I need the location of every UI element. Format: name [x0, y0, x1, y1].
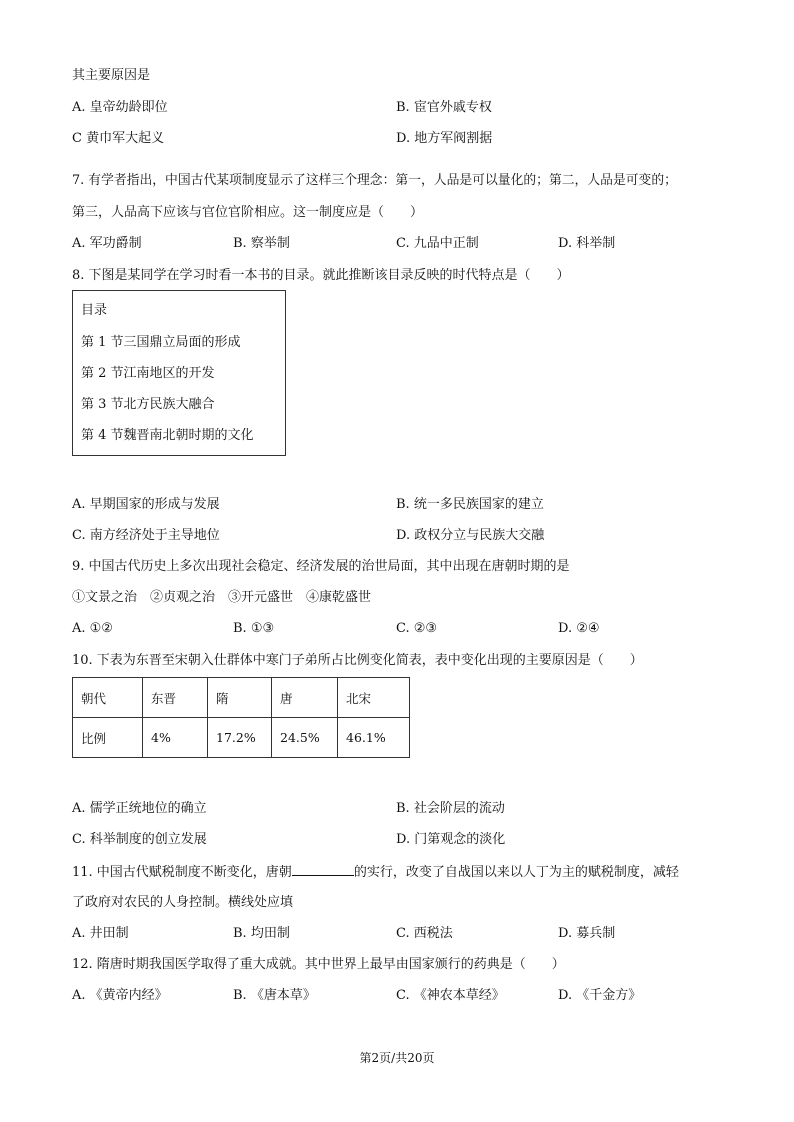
table-cell: 46.1% — [338, 718, 410, 758]
q10-stem: 10. 下表为东晋至宋朝入仕群体中寒门子弟所占比例变化简表，表中变化出现的主要原因是（ ） — [72, 653, 643, 668]
q8-option-d[interactable]: D. 政权分立与民族大交融 — [396, 528, 545, 543]
q9-option-a[interactable]: A. ①② — [72, 621, 113, 636]
q12-option-c[interactable]: C. 《神农本草经》 — [396, 988, 505, 1003]
q11-option-b[interactable]: B. 均田制 — [233, 926, 290, 941]
q7-option-b[interactable]: B. 察举制 — [233, 236, 290, 251]
q8-option-a[interactable]: A. 早期国家的形成与发展 — [72, 497, 220, 512]
q11-option-a[interactable]: A. 井田制 — [72, 926, 129, 941]
q8-toc-item: 第 2 节江南地区的开发 — [81, 366, 215, 381]
q10-option-d[interactable]: D. 门第观念的淡化 — [396, 832, 506, 847]
table-header-cell: 隋 — [208, 678, 272, 718]
table-row — [73, 678, 410, 718]
q11-answer-blank — [292, 863, 354, 876]
q6-option-a[interactable]: A. 皇帝幼龄即位 — [72, 100, 168, 115]
q8-toc-title: 目录 — [81, 303, 108, 318]
q8-toc-box — [72, 290, 286, 456]
table-header-cell: 朝代 — [73, 678, 143, 718]
q11-stem-line2: 了政府对农民的人身控制。横线处应填 — [72, 895, 294, 910]
q11-option-d[interactable]: D. 募兵制 — [558, 926, 616, 941]
q8-toc-item: 第 4 节魏晋南北朝时期的文化 — [81, 428, 254, 443]
q12-option-d[interactable]: D. 《千金方》 — [558, 988, 642, 1003]
q12-stem: 12. 隋唐时期我国医学取得了重大成就。其中世界上最早由国家颁行的药典是（ ） — [72, 957, 565, 972]
q8-toc-item: 第 1 节三国鼎立局面的形成 — [81, 335, 241, 350]
table-cell: 比例 — [73, 718, 143, 758]
q6-option-b[interactable]: B. 宦官外戚专权 — [396, 100, 492, 115]
q9-items: ①文景之治 ②贞观之治 ③开元盛世 ④康乾盛世 — [72, 590, 372, 605]
q10-option-b[interactable]: B. 社会阶层的流动 — [396, 801, 505, 816]
table-cell: 17.2% — [208, 718, 272, 758]
q7-option-d[interactable]: D. 科举制 — [558, 236, 616, 251]
q11-option-c[interactable]: C. 西税法 — [396, 926, 453, 941]
q8-option-b[interactable]: B. 统一多民族国家的建立 — [396, 497, 544, 512]
table-cell: 24.5% — [272, 718, 338, 758]
q9-option-b[interactable]: B. ①③ — [233, 621, 275, 636]
page-number-footer: 第2页/共20页 — [359, 1051, 435, 1065]
q7-option-c[interactable]: C. 九品中正制 — [396, 236, 479, 251]
table-cell: 4% — [143, 718, 208, 758]
q6-option-d[interactable]: D. 地方军阀割据 — [396, 131, 493, 146]
q8-toc-item: 第 3 节北方民族大融合 — [81, 397, 215, 412]
q7-option-a[interactable]: A. 军功爵制 — [72, 236, 142, 251]
q11-stem-post: 的实行，改变了自战国以来以人丁为主的赋税制度，减轻 — [353, 865, 679, 880]
q11-stem-pre: 11. 中国古代赋税制度不断变化，唐朝 — [72, 865, 292, 880]
q6-option-c[interactable]: C 黄巾军大起义 — [72, 131, 165, 146]
q10-option-a[interactable]: A. 儒学正统地位的确立 — [72, 801, 207, 816]
q8-stem: 8. 下图是某同学在学习时看一本书的目录。就此推断该目录反映的时代特点是（ ） — [72, 268, 570, 283]
q8-option-c[interactable]: C. 南方经济处于主导地位 — [72, 528, 220, 543]
q9-stem: 9. 中国古代历史上多次出现社会稳定、经济发展的治世局面，其中出现在唐朝时期的是 — [72, 559, 570, 574]
q12-option-a[interactable]: A. 《黄帝内经》 — [72, 988, 168, 1003]
q9-option-d[interactable]: D. ②④ — [558, 621, 600, 636]
q9-option-c[interactable]: C. ②③ — [396, 621, 438, 636]
q6-stem-tail: 其主要原因是 — [72, 68, 151, 83]
q12-option-b[interactable]: B. 《唐本草》 — [233, 988, 316, 1003]
q7-stem-line1: 7. 有学者指出，中国古代某项制度显示了这样三个理念：第一，人品是可以量化的；第二，人品是可变的； — [72, 173, 677, 188]
table-row — [73, 718, 410, 758]
table-header-cell: 东晋 — [143, 678, 208, 718]
q7-stem-line2: 第三，人品高下应该与官位官阶相应。这一制度应是（ ） — [72, 205, 424, 220]
q11-stem-line1 — [72, 863, 679, 881]
table-header-cell: 唐 — [272, 678, 338, 718]
q10-option-c[interactable]: C. 科举制度的创立发展 — [72, 832, 207, 847]
table-header-cell: 北宋 — [338, 678, 410, 718]
q10-table — [72, 677, 410, 758]
